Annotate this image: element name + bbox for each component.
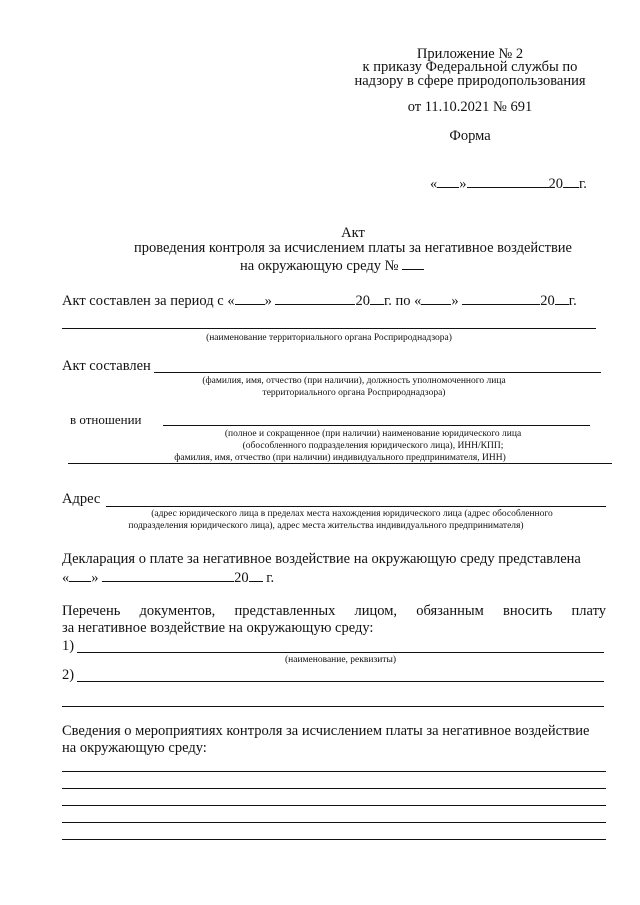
order-line-1: к приказу Федеральной службы по: [362, 59, 578, 75]
address-caption-2: подразделения юридического лица), адрес места жительства индивидуального предпринимателя): [128, 521, 524, 531]
documents-word: документов,: [139, 603, 216, 619]
measures-line-2: на окружающую среду:: [62, 740, 207, 756]
documents-line-2: за негативное воздействие на окружающую среду:: [62, 620, 374, 636]
declaration-text: Декларация о плате за негативное воздействие на окружающую среду представлена: [62, 551, 581, 567]
measures-line-1: Сведения о мероприятиях контроля за исчислением платы за негативное воздействие: [62, 723, 590, 739]
period-close-quote-2: »: [451, 293, 459, 309]
documents-word: вносить: [502, 603, 553, 619]
document-item-1-caption: (наименование, реквизиты): [284, 655, 396, 665]
declaration-date-field[interactable]: [62, 569, 274, 587]
act-number-field[interactable]: [402, 257, 424, 270]
compiled-by-caption-2: территориального органа Росприроднадзора): [262, 388, 446, 398]
measures-field[interactable]: [62, 788, 606, 789]
document-item-2-number: 2): [62, 667, 75, 683]
compiled-by-label: Акт составлен: [62, 358, 151, 374]
date-close-quote: »: [459, 176, 467, 192]
territorial-body-field[interactable]: [62, 328, 596, 329]
period-end: г.: [568, 293, 577, 309]
document-date-field[interactable]: [430, 175, 587, 193]
document-item-1-number: 1): [62, 638, 75, 654]
documents-line-1: [62, 603, 606, 620]
document-item-1-field[interactable]: [77, 652, 604, 653]
period-mid: г. по «: [383, 293, 422, 309]
period-from-month-field[interactable]: [275, 292, 355, 305]
regarding-caption-1: (полное и сокращенное (при наличии) наименование юридического лица: [224, 429, 522, 439]
declaration-close-quote: »: [91, 570, 99, 586]
measures-field[interactable]: [62, 771, 606, 772]
regarding-field[interactable]: [163, 425, 590, 426]
regarding-caption-3: фамилия, имя, отчество (при наличии) индивидуального предпринимателя, ИНН): [174, 453, 506, 463]
documents-word: плату: [571, 603, 606, 619]
address-label: Адрес: [62, 491, 101, 507]
declaration-year: 20: [234, 570, 249, 586]
declaration-open-quote: «: [62, 570, 70, 586]
address-caption-1: (адрес юридического лица в пределах места нахождения юридического лица (адрес обособленного: [151, 509, 553, 519]
title-line-3: [240, 257, 424, 275]
date-year-suffix: г.: [579, 176, 587, 192]
period-from-day-field[interactable]: [235, 292, 265, 305]
period-row: [62, 292, 577, 310]
title-line-2: проведения контроля за исчислением платы за негативное воздействие: [134, 240, 572, 256]
compiled-by-field[interactable]: [154, 372, 601, 373]
form-label: Форма: [449, 128, 491, 144]
measures-field[interactable]: [62, 822, 606, 823]
title-line-3-text: на окружающую среду №: [240, 258, 399, 274]
period-label: Акт составлен за период с «: [62, 293, 235, 309]
measures-field[interactable]: [62, 805, 606, 806]
regarding-label: в отношении: [70, 412, 142, 427]
appendix-number: Приложение № 2: [416, 46, 524, 62]
regarding-caption-2: (обособленного подразделения юридического лица), ИНН/КПП;: [242, 441, 504, 451]
address-field[interactable]: [106, 506, 606, 507]
period-to-month-field[interactable]: [462, 292, 540, 305]
date-open-quote: «: [430, 176, 438, 192]
declaration-year-suffix: г.: [266, 570, 275, 586]
document-extra-line[interactable]: [62, 706, 604, 707]
period-year-2: 20: [540, 293, 555, 309]
documents-word: представленных: [234, 603, 336, 619]
period-to-day-field[interactable]: [421, 292, 451, 305]
compiled-by-caption-1: (фамилия, имя, отчество (при наличии), должность уполномоченного лица: [202, 376, 506, 386]
documents-word: лицом,: [354, 603, 398, 619]
measures-field[interactable]: [62, 839, 606, 840]
documents-word: Перечень: [62, 603, 121, 619]
period-from-year-field[interactable]: [370, 292, 384, 305]
order-date: от 11.10.2021 № 691: [407, 99, 533, 115]
order-line-2: надзору в сфере природопользования: [354, 73, 586, 89]
date-year-prefix: 20: [548, 176, 563, 192]
territorial-body-caption: (наименование территориального органа Росприроднадзора): [206, 333, 452, 343]
period-close-quote-1: »: [264, 293, 272, 309]
document-item-2-field[interactable]: [77, 681, 604, 682]
period-to-year-field[interactable]: [555, 292, 569, 305]
documents-word: обязанным: [416, 603, 484, 619]
period-year-1: 20: [355, 293, 370, 309]
title-act: Акт: [341, 225, 365, 241]
